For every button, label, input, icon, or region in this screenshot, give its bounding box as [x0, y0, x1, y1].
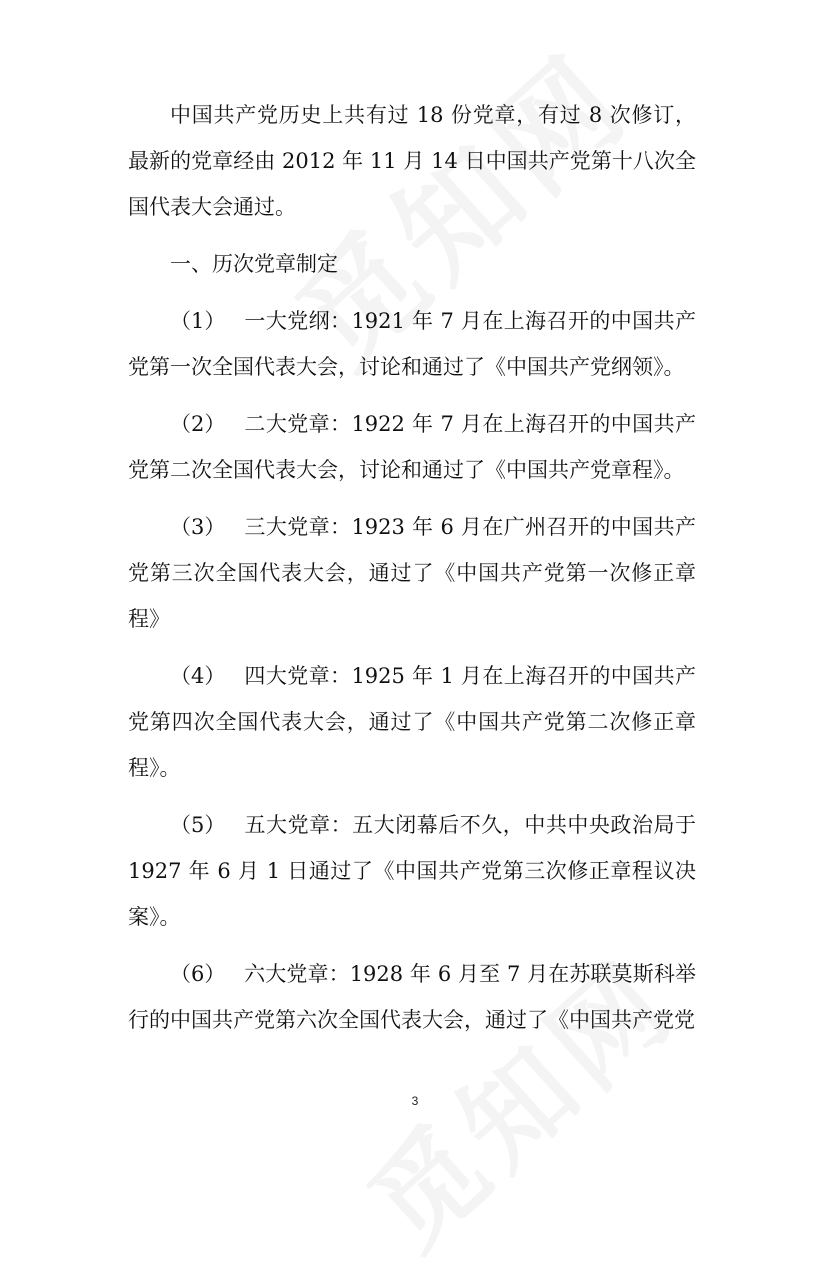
intro-paragraph: 中国共产党历史上共有过 18 份党章，有过 8 次修订，最新的党章经由 2012 年 11 月 14 日中国共产党第十八次全国代表大会通过。 — [128, 103, 696, 219]
list-item — [128, 951, 696, 1043]
document-body — [128, 92, 696, 1054]
item-number: （6） — [170, 962, 226, 986]
list-item — [128, 401, 696, 493]
list-item — [128, 298, 696, 390]
item-text: 六大党章：1928 年 6 月至 7 月在苏联莫斯科举行的中国共产党第六次全国代表大会，通过了《中国共产党党 — [128, 962, 696, 1032]
item-number: （2） — [170, 412, 226, 436]
item-text: 五大党章：五大闭幕后不久，中共中央政治局于 1927 年 6 月 1 日通过了《中国共产党第三次修正章程议决案》。 — [128, 813, 696, 929]
list-item — [128, 802, 696, 940]
item-number: （5） — [170, 813, 226, 837]
section-heading: 一、历次党章制定 — [170, 252, 338, 276]
item-text: 四大党章：1925 年 1 月在上海召开的中国共产党第四次全国代表大会，通过了《中国共产党第二次修正章程》。 — [128, 664, 696, 780]
item-text: 一大党纲：1921 年 7 月在上海召开的中国共产党第一次全国代表大会，讨论和通过了《中国共产党纲领》。 — [128, 309, 696, 379]
item-text: 二大党章：1922 年 7 月在上海召开的中国共产党第二次全国代表大会，讨论和通过了《中国共产党章程》。 — [128, 412, 696, 482]
item-number: （3） — [170, 515, 226, 539]
list-item — [128, 653, 696, 791]
item-number: （4） — [170, 664, 226, 688]
item-text: 三大党章：1923 年 6 月在广州召开的中国共产党第三次全国代表大会，通过了《中国共产党第一次修正章程》 — [128, 515, 696, 631]
page-number: 3 — [411, 1094, 419, 1108]
item-number: （1） — [170, 309, 226, 333]
list-item — [128, 504, 696, 642]
